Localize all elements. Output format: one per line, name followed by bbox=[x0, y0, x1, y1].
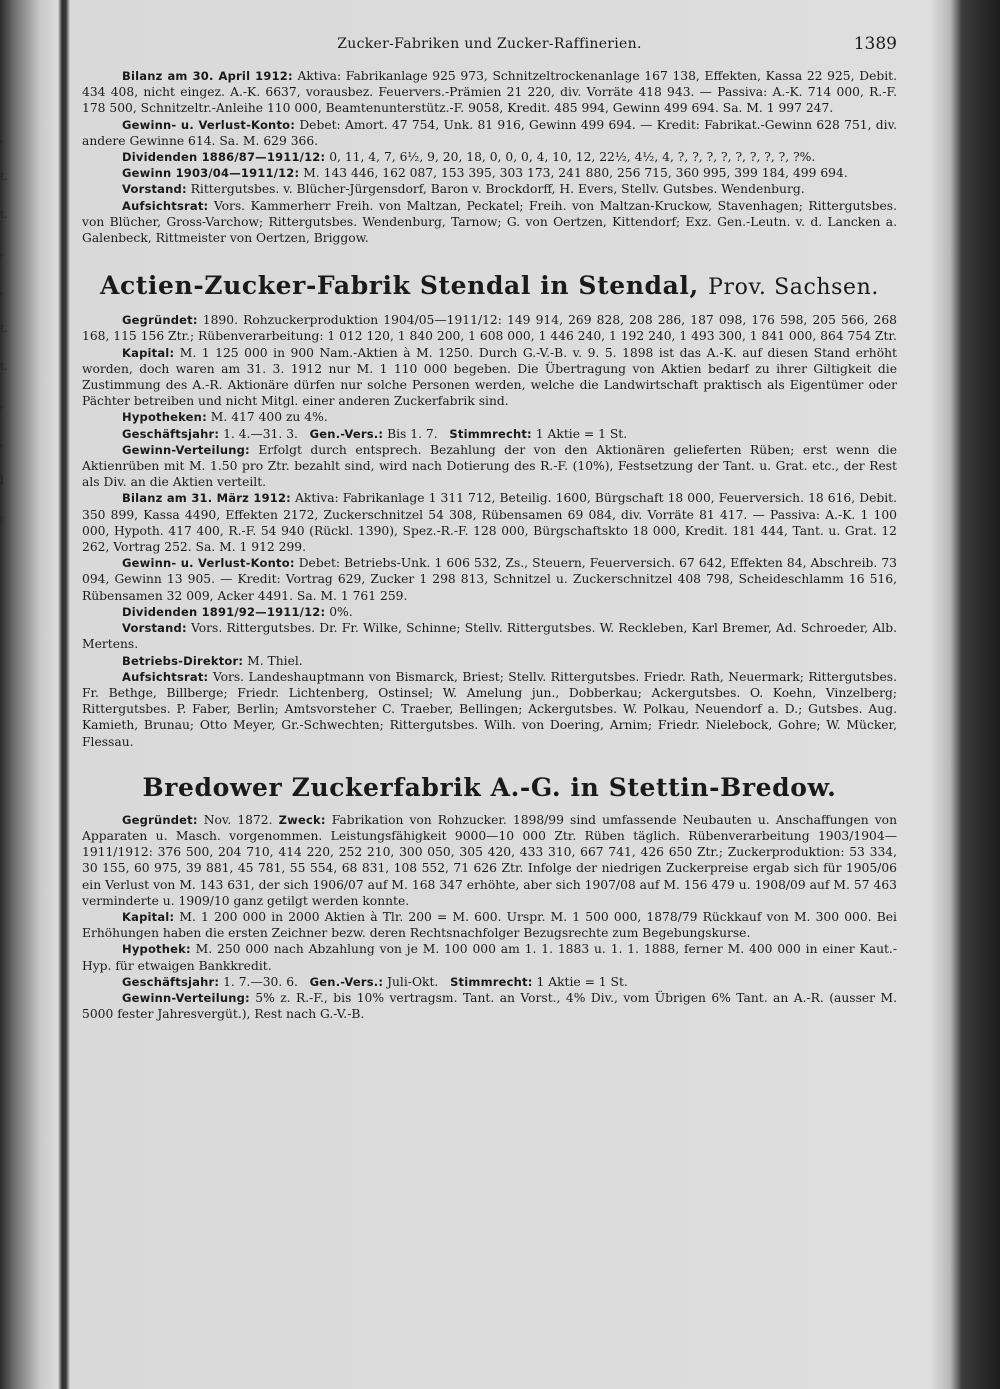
purpose-text: Fabrikation von Rohzucker. 1898/99 sind umfassende Neubauten u. Anschaffungen von Apparaten u. Masch. vorgenommen. Leistungsfähigkeit 9000—10 000 Ztr. Rüben täglich. Rübenverarbeitung 1903/1904—1911/1912: 376 500, 204 710, 414 220, 252 210, 300 050, 305 420, 433 310, 667 741, 426 650 Ztr.; Zuckerproduktion: 53 334, 30 155, 60 975, 39 881, 45 781, 55 554, 68 831, 108 552, 71 626 Ztr. Infolge der niedrigen Zuckerpreise ergab sich für 1905/06 ein Verlust von M. 143 631, der sich 1906/07 auf M. 168 347 erhöhte, aber sich 1907/08 auf M. 156 479 u. 1908/09 auf M. 57 463 verminderte u. 1909/10 ganz getilgt werden konnte. bbox=[82, 812, 897, 908]
header-title: Zucker-Fabriken und Zucker-Raffinerien. bbox=[337, 36, 642, 52]
profit-distribution-paragraph bbox=[82, 990, 897, 1022]
capital-label: Kapital: bbox=[122, 345, 175, 360]
running-header bbox=[82, 36, 897, 66]
founded-paragraph bbox=[82, 312, 897, 344]
voting-right-label: Stimmrecht: bbox=[450, 974, 533, 989]
board-text: Vors. Rittergutsbes. Dr. Fr. Wilke, Schinne; Stellv. Rittergutsbes. W. Reckleben, Karl Bremer, Ad. Schroeder, Alb. Mertens. bbox=[82, 621, 897, 652]
capital-paragraph bbox=[82, 909, 897, 941]
mortgages-paragraph bbox=[82, 409, 897, 425]
general-meeting-text: Juli-Okt. bbox=[383, 974, 439, 989]
margin-fragment: , bbox=[0, 246, 4, 259]
operations-director-paragraph bbox=[82, 653, 897, 669]
supervisory-board-paragraph bbox=[82, 669, 897, 750]
capital-label: Kapital: bbox=[122, 909, 175, 924]
margin-fragment: , bbox=[0, 132, 4, 145]
margin-fragment: t. bbox=[0, 170, 8, 183]
fiscal-year-text: 1. 4.—31. 3. bbox=[219, 426, 298, 441]
voting-right-text: 1 Aktie = 1 St. bbox=[532, 974, 628, 989]
dividends-paragraph bbox=[82, 149, 897, 165]
board-paragraph bbox=[82, 620, 897, 652]
operations-director-label: Betriebs-Direktor: bbox=[122, 653, 244, 668]
profit-history-label: Gewinn 1903/04—1911/12: bbox=[122, 166, 300, 181]
profit-distribution-label: Gewinn-Verteilung: bbox=[122, 990, 250, 1005]
profit-history-paragraph bbox=[82, 165, 897, 181]
supervisory-board-label: Aufsichtsrat: bbox=[122, 669, 209, 684]
profit-loss-paragraph bbox=[82, 117, 897, 149]
balance-sheet-text: Aktiva: Fabrikanlage 925 973, Schnitzeltrockenanlage 167 138, Effekten, Kassa 22 925, Debit. 434 408, nicht eingez. A.-K. 6637, vorausbez. Feuervers.-Prämien 21 220, div. Vorräte 418 943. — Passiva: A.-K. 714 000, R.-F. 178 500, Schnitzeltr.-Anleihe 110 000, Beamtenunterstütz.-F. 9058, Kredit. 485 994, Gewinn 499 694. Sa. M. 1 997 247. bbox=[82, 69, 897, 116]
dividends-label: Dividenden 1891/92—1911/12: bbox=[122, 604, 326, 619]
profit-distribution-label: Gewinn-Verteilung: bbox=[122, 442, 250, 457]
board-label: Vorstand: bbox=[122, 182, 187, 197]
founded-label: Gegründet: bbox=[122, 812, 198, 827]
mortgage-paragraph bbox=[82, 941, 897, 973]
mortgages-text: M. 417 400 zu 4%. bbox=[206, 410, 328, 425]
margin-fragment: : bbox=[0, 512, 4, 525]
supervisory-board-label: Aufsichtsrat: bbox=[122, 198, 209, 213]
voting-right-label: Stimmrecht: bbox=[449, 426, 532, 441]
general-meeting-text: Bis 1. 7. bbox=[383, 426, 438, 441]
mortgage-label: Hypothek: bbox=[122, 942, 191, 957]
margin-fragment: , bbox=[0, 436, 4, 449]
profit-distribution-text: 5% z. R.-F., bis 10% vertragsm. Tant. an Vorst., 4% Div., vom Übrigen 6% Tant. an A.-R. (ausser M. 5000 fester Jahresvergüt.), Rest nach G.-V.-B. bbox=[82, 990, 897, 1022]
profit-history-text: M. 143 446, 162 087, 153 395, 303 173, 241 880, 256 715, 360 995, 399 184, 499 694. bbox=[299, 166, 848, 181]
general-meeting-label: Gen.-Vers.: bbox=[309, 974, 384, 989]
founded-text: Nov. 1872. bbox=[197, 812, 273, 827]
purpose-label: Zweck: bbox=[278, 812, 326, 827]
fiscal-year-label: Geschäftsjahr: bbox=[122, 974, 220, 989]
balance-sheet-paragraph bbox=[82, 68, 897, 117]
fiscal-year-paragraph bbox=[82, 426, 897, 442]
fiscal-year-paragraph bbox=[82, 974, 897, 990]
dividends-label: Dividenden 1886/87—1911/12: bbox=[122, 150, 326, 165]
dividends-text: 0%. bbox=[325, 604, 353, 619]
profit-loss-label: Gewinn- u. Verlust-Konto: bbox=[122, 556, 295, 571]
founded-text: 1890. Rohzuckerproduktion 1904/05—1911/12: 149 914, 269 828, 208 286, 187 098, 176 598, 205 566, 268 168, 115 156 Ztr.; Rübenverarbeitung: 1 012 120, 1 840 200, 1 608 000, 1 446 240, 1 192 240, 1 493 300, 1 841 000, 864 754 Ztr. bbox=[82, 313, 897, 344]
left-page-margin-fragments bbox=[0, 120, 16, 538]
margin-fragment: t. bbox=[0, 208, 8, 221]
operations-director-text: M. Thiel. bbox=[243, 653, 303, 668]
fiscal-year-label: Geschäftsjahr: bbox=[122, 426, 220, 441]
profit-loss-text: Debet: Betriebs-Unk. 1 606 532, Zs., Steuern, Feuerversich. 67 642, Effekten 84, Abschreib. 73 094, Gewinn 13 905. — Kredit: Vortrag 629, Zucker 1 298 813, Schnitzel u. Zuckerschnitzel 408 798, Scheideschlamm 16 516, Rübensamen 32 009, Acker 4491. Sa. M. 1 761 259. bbox=[82, 556, 898, 603]
board-text: Rittergutsbes. v. Blücher-Jürgensdorf, Baron v. Brockdorff, H. Evers, Stellv. Gutsbes. Wendenburg. bbox=[186, 182, 805, 197]
profit-distribution-text: Erfolgt durch entsprech. Bezahlung der von den Aktionären gelieferten Rüben; erst wenn die Aktienrüben mit M. 1.50 pro Ztr. bezahlt sind, wird nach Dotierung des R.-F. (10%), Festsetzung der Tant. u. Grat. etc., der Rest als Div. an die Aktien verteilt. bbox=[82, 442, 897, 490]
margin-fragment: l bbox=[0, 474, 4, 487]
balance-sheet-text: Aktiva: Fabrikanlage 1 311 712, Beteilig. 1600, Bürgschaft 18 000, Feuerversich. 18 616, Debit. 350 899, Kassa 4490, Effekten 2172, Zuckerschnitzel 54 308, Rübensamen 69 084, div. Vorräte 81 417. — Passiva: A.-K. 1 100 000, Hypoth. 417 400, R.-F. 54 940 (Rückl. 1390), Spez.-R.-F. 128 000, Bürgschaftskto 18 000, Kredit. 181 444, Tant. u. Grat. 12 262, Vortrag 252. Sa. M. 1 912 299. bbox=[82, 491, 898, 555]
board-paragraph bbox=[82, 181, 897, 197]
profit-loss-label: Gewinn- u. Verlust-Konto: bbox=[122, 117, 296, 132]
profit-distribution-paragraph bbox=[82, 442, 897, 491]
heading-sub: Prov. Sachsen. bbox=[708, 275, 880, 301]
capital-text: M. 1 200 000 in 2000 Aktien à Tlr. 200 = M. 600. Urspr. M. 1 500 000, 1878/79 Rückkauf von M. 300 000. Bei Erhöhungen haben die ersten Zeichner bezw. deren Rechtsnachfolger Bezugsrechte zum Begebungskurse. bbox=[82, 909, 897, 941]
section-heading-stendal bbox=[82, 272, 897, 302]
heading-main: Actien-Zucker-Fabrik Stendal in Stendal, bbox=[99, 271, 699, 301]
mortgage-text: M. 250 000 nach Abzahlung von je M. 100 000 am 1. 1. 1883 u. 1. 1. 1888, ferner M. 400 000 in einer Kaut.-Hyp. für etwaigen Bankkredit. bbox=[82, 942, 897, 973]
balance-sheet-paragraph bbox=[82, 490, 897, 555]
general-meeting-label: Gen.-Vers.: bbox=[309, 426, 384, 441]
board-label: Vorstand: bbox=[122, 621, 187, 636]
section-heading-bredow: Bredower Zuckerfabrik A.-G. in Stettin-Bredow. bbox=[142, 772, 837, 802]
supervisory-board-paragraph bbox=[82, 198, 897, 247]
dividends-paragraph bbox=[82, 604, 897, 620]
profit-loss-text: Debet: Amort. 47 754, Unk. 81 916, Gewinn 499 694. — Kredit: Fabrikat.-Gewinn 628 751, div. andere Gewinne 614. Sa. M. 629 366. bbox=[82, 117, 897, 148]
margin-fragment: , bbox=[0, 398, 4, 411]
page-number: 1389 bbox=[853, 34, 897, 54]
balance-sheet-label: Bilanz am 30. April 1912: bbox=[122, 69, 293, 83]
capital-text: M. 1 125 000 in 900 Nam.-Aktien à M. 1250. Durch G.-V.-B. v. 9. 5. 1898 ist das A.-K. auf diesen Stand erhöht worden, doch waren am 31. 3. 1912 nur M. 1 110 000 begeben. Die Übertragung von Aktien bedarf zu ihrer Giltigkeit die Zustimmung des A.-R. Aktionäre dürfen nur solche Personen werden, welche die Landwirtschaft praktisch als Eigentümer oder Pächter betreiben und nicht Mitgl. einer anderen Zuckerfabrik sind. bbox=[82, 345, 897, 409]
dividends-text: 0, 11, 4, 7, 6½, 9, 20, 18, 0, 0, 0, 4, 10, 12, 22½, 4½, 4, ?, ?, ?, ?, ?, ?, ?, ?, ?%. bbox=[325, 150, 816, 165]
founded-purpose-paragraph bbox=[82, 812, 897, 909]
document-page bbox=[82, 36, 897, 1022]
balance-sheet-label: Bilanz am 31. März 1912: bbox=[122, 491, 291, 506]
profit-loss-paragraph bbox=[82, 555, 897, 604]
capital-paragraph bbox=[82, 345, 897, 410]
voting-right-text: 1 Aktie = 1 St. bbox=[531, 426, 628, 441]
supervisory-board-text: Vors. Kammerherr Freih. von Maltzan, Peckatel; Freih. von Maltzan-Kruckow, Stavenhagen; Rittergutsbes. von Blücher, Gross-Varchow; Rittergutsbes. Wendenburg, Tarnow; G. von Oertzen, Kittendorf; Exz. Gen.-Leutn. v. d. Lancken a. Galenbeck, Rittmeister von Oertzen, Briggow. bbox=[82, 198, 897, 246]
mortgages-label: Hypotheken: bbox=[122, 410, 207, 425]
supervisory-board-text: Vors. Landeshauptmann von Bismarck, Briest; Stellv. Rittergutsbes. Friedr. Rath, Neuermark; Rittergutsbes. Fr. Bethge, Billberge; Friedr. Lichtenberg, Ostinsel; W. Amelung jun., Dobberkau; Ackergutsbes. O. Koehn, Vinzelberg; Rittergutsbes. P. Faber, Berlin; Amtsvorsteher C. Traeber, Bellingen; Ackergutsbes. W. Polkau, Neuendorf a. D.; Gutsbes. Aug. Kamieth, Brunau; Otto Meyer, Gr.-Schwechten; Rittergutsbes. Wilh. von Doering, Arnim; Friedr. Nielebock, Gohre; W. Mücker, Flessau. bbox=[82, 669, 897, 749]
fiscal-year-text: 1. 7.—30. 6. bbox=[219, 974, 298, 989]
founded-label: Gegründet: bbox=[122, 313, 198, 328]
margin-fragment: t. bbox=[0, 322, 8, 335]
margin-fragment: t. bbox=[0, 360, 8, 373]
margin-fragment: , bbox=[0, 284, 4, 297]
